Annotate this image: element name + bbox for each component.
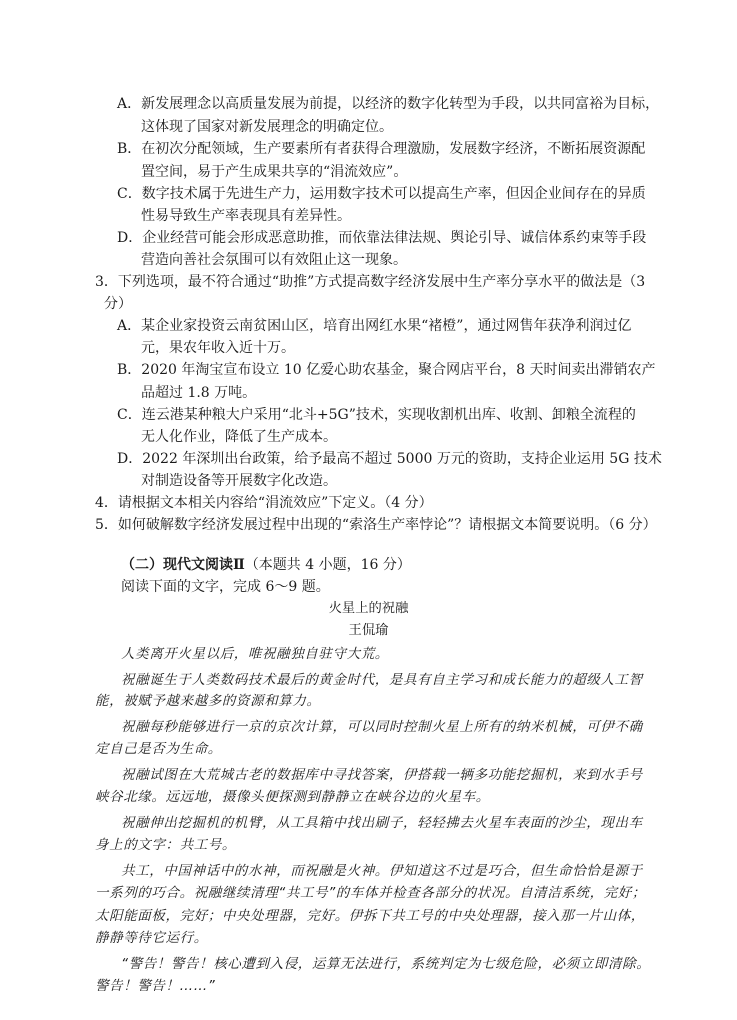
reading-instruction: 阅读下面的文字，完成 6～9 题。 [121,579,330,595]
story-line: 祝融诞生于人类数码技术最后的黄金时代，是具有自主学习和成长能力的超级人工智 [121,672,643,688]
story-author: 王侃瑜 [348,623,389,638]
q3-option-c-line-2: 无人化作业，降低了生产成本。 [141,429,337,445]
q2-option-a-line-2: 这体现了国家对新发展理念的明确定位。 [141,119,393,135]
q3-stem-line-2: 分） [104,296,132,312]
q3-option-a-line-1: A．某企业家投资云南贫困山区，培育出网红水果“褚橙”，通过网售年获净利润过亿 [117,318,632,334]
q3-option-b-line-1: B．2020 年淘宝宣布设立 10 亿爱心助农基金，聚合网店平台，8 天时间卖出滞销农产 [117,362,656,378]
story-line: 太阳能面板，完好；中央处理器，完好。伊拆下共工号的中央处理器，接入那一片山体， [95,908,645,924]
q3-option-d-line-2: 对制造设备等开展数字化改造。 [141,473,337,489]
story-line: “警告！警告！核心遭到入侵，运算无法进行，系统判定为七级危险，必须立即清除。 [121,956,651,972]
q3-option-d-line-1: D．2022 年深圳出台政策，给予最高不超过 5000 万元的资助，支持企业运用 5G 技术 [117,451,662,467]
story-line: 祝融伸出挖掘机的机臂，从工具箱中找出刷子，轻轻拂去火星车表面的沙尘，现出车 [121,815,643,831]
q2-option-c-line-2: 性易导致生产率表现具有差异性。 [141,208,351,224]
story-line: 警告！警告！……” [95,978,216,994]
story-line: 共工，中国神话中的水神，而祝融是火神。伊知道这不过是巧合，但生命恰恰是源于 [121,863,643,879]
story-line: 人类离开火星以后，唯祝融独自驻守大荒。 [121,646,389,662]
story-line: 静静等待它运行。 [95,930,208,946]
q2-option-b-line-1: B．在初次分配领域，生产要素所有者获得合理激励，发展数字经济，不断拓展资源配 [117,141,646,157]
story-line: 定自己是否为生命。 [95,741,222,757]
q3-stem-line-1: 3．下列选项，最不符合通过“助推”方式提高数字经济发展中生产率分享水平的做法是（3 [95,274,646,290]
q2-option-b-line-2: 置空间，易于产生成果共享的“涓流效应”。 [141,164,408,180]
story-line: 一系列的巧合。祝融继续清理“共工号”的车体并检查各部分的状况。自清洁系统，完好； [95,885,646,901]
section-heading: （二）现代文阅读Ⅱ（本题共 4 小题，16 分） [121,557,411,573]
story-line: 祝融试图在大荒城古老的数据库中寻找答案，伊搭载一辆多功能挖掘机，来到水手号 [121,767,643,783]
q4-stem: 4．请根据文本相关内容给“涓流效应”下定义。（4 分） [95,495,433,511]
q3-option-c-line-1: C．连云港某种粮大户采用“北斗+5G”技术，实现收割机出库、收割、卸粮全流程的 [117,407,636,423]
story-line: 峡谷北缘。远远地，摄像头便探测到静静立在峡谷边的火星车。 [95,789,490,805]
story-title: 火星上的祝融 [328,601,409,616]
story-line: 身上的文字：共工号。 [95,837,236,853]
q2-option-d-line-1: D．企业经营可能会形成恶意助推，而依靠法律法规、舆论引导、诚信体系约束等手段 [117,230,647,246]
story-line: 祝融每秒能够进行一京的京次计算，可以同时控制火星上所有的纳米机械，可伊不确 [121,719,643,735]
q2-option-d-line-2: 营造向善社会氛围可以有效阻止这一现象。 [141,252,407,268]
q3-option-b-line-2: 品超过 1.8 万吨。 [141,385,257,401]
q2-option-c-line-1: C．数字技术属于先进生产力，运用数字技术可以提高生产率，但因企业间存在的异质 [117,186,646,202]
q2-option-a-line-1: A．新发展理念以高质量发展为前提，以经济的数字化转型为手段，以共同富裕为目标， [117,96,660,112]
story-line: 能，被赋予越来越多的资源和算力。 [95,693,321,709]
q5-stem: 5．如何破解数字经济发展过程中出现的“索洛生产率悖论”？请根据文本简要说明。（6 分） [95,517,657,533]
q3-option-a-line-2: 元，果农年收入近十万。 [141,340,295,356]
